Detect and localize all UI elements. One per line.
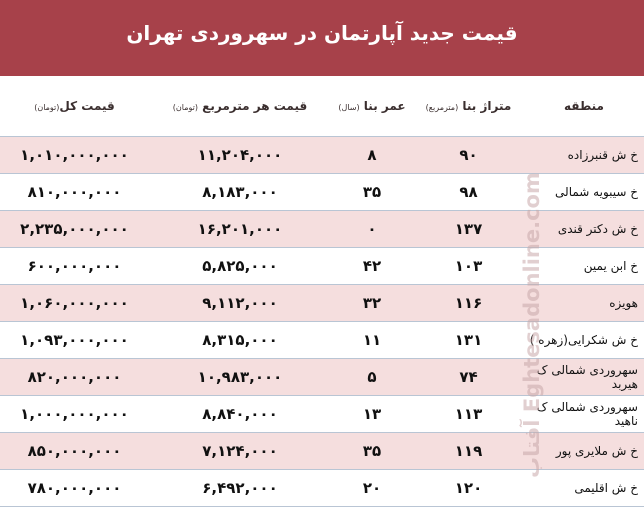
cell-area: ۱۳۱ bbox=[413, 322, 524, 359]
cell-area: ۱۲۰ bbox=[413, 470, 524, 507]
table-row bbox=[0, 470, 644, 507]
column-header-price-per-m2 bbox=[149, 76, 331, 137]
cell-total: ۱,۰۶۰,۰۰۰,۰۰۰ bbox=[0, 285, 149, 322]
table-row bbox=[0, 248, 644, 285]
cell-region: خ سیبویه شمالی bbox=[524, 174, 644, 211]
cell-area: ۷۴ bbox=[413, 359, 524, 396]
cell-region: خ ش دکتر قندی bbox=[524, 211, 644, 248]
cell-total: ۶۰۰,۰۰۰,۰۰۰ bbox=[0, 248, 149, 285]
column-header-region-label: منطقه bbox=[564, 99, 604, 113]
cell-price-per-m2: ۶,۴۹۲,۰۰۰ bbox=[149, 470, 331, 507]
cell-total: ۱,۰۰۰,۰۰۰,۰۰۰ bbox=[0, 396, 149, 433]
cell-region: سهروردی شمالی ک ناهید bbox=[524, 396, 644, 433]
cell-total: ۷۸۰,۰۰۰,۰۰۰ bbox=[0, 470, 149, 507]
cell-price-per-m2: ۸,۱۸۳,۰۰۰ bbox=[149, 174, 331, 211]
cell-region: سهروردی شمالی ک هیربد bbox=[524, 359, 644, 396]
column-header-area bbox=[413, 76, 524, 137]
column-header-area-unit: (مترمربع) bbox=[425, 103, 459, 112]
table-row bbox=[0, 396, 644, 433]
cell-age: ۳۵ bbox=[331, 433, 413, 470]
cell-total: ۲,۲۳۵,۰۰۰,۰۰۰ bbox=[0, 211, 149, 248]
cell-area: ۱۳۷ bbox=[413, 211, 524, 248]
cell-area: ۹۸ bbox=[413, 174, 524, 211]
column-header-age-label: عمر بنا bbox=[363, 99, 406, 113]
cell-region: خ ش شکرایی(زهره ) bbox=[524, 322, 644, 359]
cell-area: ۹۰ bbox=[413, 137, 524, 174]
table-row bbox=[0, 174, 644, 211]
cell-price-per-m2: ۵,۸۲۵,۰۰۰ bbox=[149, 248, 331, 285]
table-header-row bbox=[0, 76, 644, 137]
cell-age: ۳۲ bbox=[331, 285, 413, 322]
cell-total: ۸۲۰,۰۰۰,۰۰۰ bbox=[0, 359, 149, 396]
column-header-price-per-m2-label: قیمت هر مترمربع bbox=[202, 99, 308, 113]
cell-age: ۴۲ bbox=[331, 248, 413, 285]
cell-age: ۱۳ bbox=[331, 396, 413, 433]
cell-price-per-m2: ۸,۳۱۵,۰۰۰ bbox=[149, 322, 331, 359]
cell-total: ۸۱۰,۰۰۰,۰۰۰ bbox=[0, 174, 149, 211]
table-row bbox=[0, 137, 644, 174]
cell-total: ۱,۰۹۳,۰۰۰,۰۰۰ bbox=[0, 322, 149, 359]
cell-area: ۱۱۶ bbox=[413, 285, 524, 322]
table-row bbox=[0, 211, 644, 248]
cell-age: ۳۵ bbox=[331, 174, 413, 211]
column-header-total-label: قیمت کل bbox=[59, 99, 115, 113]
cell-region: خ ش اقلیمی bbox=[524, 470, 644, 507]
column-header-age bbox=[331, 76, 413, 137]
title-bar bbox=[0, 0, 644, 76]
page-title: قیمت جدید آپارتمان در سهروردی تهران bbox=[126, 21, 518, 45]
table-row bbox=[0, 322, 644, 359]
column-header-area-label: متراژ بنا bbox=[462, 99, 512, 113]
table-row bbox=[0, 433, 644, 470]
cell-age: ۱۱ bbox=[331, 322, 413, 359]
cell-total: ۱,۰۱۰,۰۰۰,۰۰۰ bbox=[0, 137, 149, 174]
cell-age: ۸ bbox=[331, 137, 413, 174]
column-header-age-unit: (سال) bbox=[338, 103, 360, 112]
cell-area: ۱۱۳ bbox=[413, 396, 524, 433]
column-header-region bbox=[524, 76, 644, 137]
cell-age: ۵ bbox=[331, 359, 413, 396]
cell-price-per-m2: ۹,۱۱۲,۰۰۰ bbox=[149, 285, 331, 322]
column-header-total-unit: (تومان) bbox=[34, 103, 60, 112]
cell-price-per-m2: ۱۰,۹۸۳,۰۰۰ bbox=[149, 359, 331, 396]
cell-region: هویزه bbox=[524, 285, 644, 322]
cell-area: ۱۱۹ bbox=[413, 433, 524, 470]
cell-age: ۰ bbox=[331, 211, 413, 248]
cell-price-per-m2: ۱۶,۲۰۱,۰۰۰ bbox=[149, 211, 331, 248]
cell-region: خ ش ملایری پور bbox=[524, 433, 644, 470]
column-header-total bbox=[0, 76, 149, 137]
column-header-price-per-m2-unit: (تومان) bbox=[172, 103, 198, 112]
table-row bbox=[0, 285, 644, 322]
price-table bbox=[0, 76, 644, 507]
table-row bbox=[0, 359, 644, 396]
cell-region: خ ش قنبرزاده bbox=[524, 137, 644, 174]
cell-region: خ ابن یمین bbox=[524, 248, 644, 285]
cell-area: ۱۰۳ bbox=[413, 248, 524, 285]
watermark-text: آفتاب Eghtesadonline.com bbox=[520, 172, 544, 478]
cell-price-per-m2: ۸,۸۴۰,۰۰۰ bbox=[149, 396, 331, 433]
cell-price-per-m2: ۷,۱۲۴,۰۰۰ bbox=[149, 433, 331, 470]
cell-age: ۲۰ bbox=[331, 470, 413, 507]
cell-price-per-m2: ۱۱,۲۰۴,۰۰۰ bbox=[149, 137, 331, 174]
cell-total: ۸۵۰,۰۰۰,۰۰۰ bbox=[0, 433, 149, 470]
